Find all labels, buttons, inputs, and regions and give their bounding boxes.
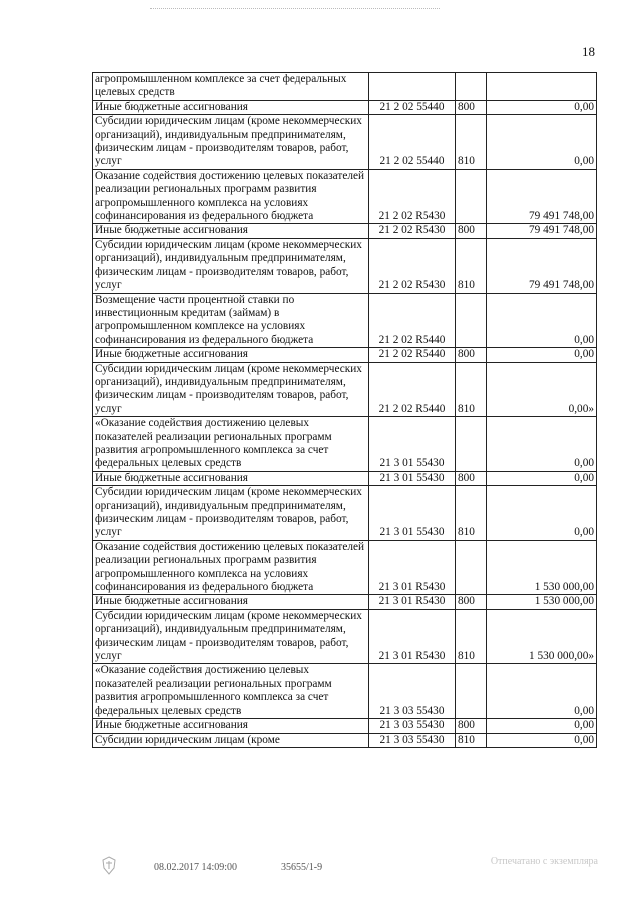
table-row <box>93 73 597 101</box>
table-row <box>93 595 597 609</box>
table-row <box>93 169 597 224</box>
table-row <box>93 609 597 664</box>
cell-code: 21 2 02 R5430 <box>369 238 456 293</box>
footer-doc-number: 35655/1-9 <box>281 862 323 873</box>
cell-sum: 1 530 000,00 <box>487 540 597 595</box>
cell-code: 21 3 01 55430 <box>369 486 456 541</box>
cell-code: 21 2 02 R5430 <box>369 224 456 238</box>
cell-code: 21 3 03 55430 <box>369 719 456 733</box>
cell-sum: 0,00 <box>487 115 597 170</box>
footer-datetime: 08.02.2017 14:09:00 <box>154 862 238 873</box>
cell-name: агропромышленном комплексе за счет федеральных целевых средств <box>93 73 369 101</box>
cell-code: 21 2 02 55440 <box>369 115 456 170</box>
cell-vr: 800 <box>456 719 487 733</box>
cell-name: Иные бюджетные ассигнования <box>93 471 369 485</box>
cell-code: 21 3 01 55430 <box>369 417 456 472</box>
cell-vr: 800 <box>456 224 487 238</box>
cell-code: 21 3 03 55430 <box>369 664 456 719</box>
table-row <box>93 115 597 170</box>
watermark-stamp: Отпечатано с экземпляра <box>490 856 598 867</box>
cell-sum: 0,00 <box>487 417 597 472</box>
cell-sum: 0,00 <box>487 719 597 733</box>
cell-sum: 0,00 <box>487 471 597 485</box>
cell-name: Субсидии юридическим лицам (кроме некоммерческих организаций), индивидуальным предпринимателям, физическим лицам - производителям товаров, работ, услуг <box>93 486 369 541</box>
cell-code: 21 2 02 55440 <box>369 100 456 114</box>
cell-sum: 0,00 <box>487 348 597 362</box>
cell-name: Оказание содействия достижению целевых показателей реализации региональных программ развития агропромышленного комплекса на условиях софинансирования из федерального бюджета <box>93 169 369 224</box>
cell-sum: 0,00 <box>487 733 597 747</box>
cell-vr: 800 <box>456 595 487 609</box>
cell-name: Иные бюджетные ассигнования <box>93 595 369 609</box>
cell-name: Субсидии юридическим лицам (кроме <box>93 733 369 747</box>
cell-vr <box>456 169 487 224</box>
cell-sum: 1 530 000,00» <box>487 609 597 664</box>
cell-vr <box>456 73 487 101</box>
cell-sum: 0,00 <box>487 664 597 719</box>
cell-vr: 810 <box>456 238 487 293</box>
cell-name: Оказание содействия достижению целевых показателей реализации региональных программ развития агропромышленного комплекса на условиях софинансирования из федерального бюджета <box>93 540 369 595</box>
cell-sum <box>487 73 597 101</box>
table-row <box>93 362 597 417</box>
cell-code: 21 2 02 R5440 <box>369 293 456 348</box>
cell-name: Иные бюджетные ассигнования <box>93 719 369 733</box>
cell-code: 21 2 02 R5440 <box>369 348 456 362</box>
table-row <box>93 100 597 114</box>
page-number: 18 <box>582 44 595 59</box>
table-row <box>93 540 597 595</box>
cell-vr: 800 <box>456 100 487 114</box>
table-row <box>93 417 597 472</box>
cell-name: Субсидии юридическим лицам (кроме некоммерческих организаций), индивидуальным предпринимателям, физическим лицам - производителям товаров, работ, услуг <box>93 609 369 664</box>
cell-name: Иные бюджетные ассигнования <box>93 224 369 238</box>
cell-vr <box>456 293 487 348</box>
table-row <box>93 238 597 293</box>
cell-code: 21 2 02 R5430 <box>369 169 456 224</box>
table-row <box>93 486 597 541</box>
cell-sum: 79 491 748,00 <box>487 238 597 293</box>
cell-sum: 0,00 <box>487 100 597 114</box>
cell-code: 21 2 02 R5440 <box>369 362 456 417</box>
table-row <box>93 664 597 719</box>
cell-vr: 810 <box>456 362 487 417</box>
cell-code: 21 3 01 R5430 <box>369 609 456 664</box>
cell-code: 21 3 01 R5430 <box>369 540 456 595</box>
cell-name: Субсидии юридическим лицам (кроме некоммерческих организаций), индивидуальным предпринимателям, физическим лицам - производителям товаров, работ, услуг <box>93 238 369 293</box>
cell-sum: 0,00» <box>487 362 597 417</box>
table-row <box>93 224 597 238</box>
table-row <box>93 719 597 733</box>
table-row <box>93 293 597 348</box>
cell-name: «Оказание содействия достижению целевых показателей реализации региональных программ развития агропромышленного комплекса за счет федеральных целевых средств <box>93 664 369 719</box>
cell-vr <box>456 540 487 595</box>
cell-vr: 800 <box>456 471 487 485</box>
cell-sum: 0,00 <box>487 293 597 348</box>
cell-code: 21 3 03 55430 <box>369 733 456 747</box>
cell-name: «Оказание содействия достижению целевых показателей реализации региональных программ развития агропромышленного комплекса за счет федеральных целевых средств <box>93 417 369 472</box>
cell-name: Возмещение части процентной ставки по инвестиционным кредитам (займам) в агропромышленном комплексе на условиях софинансирования из федерального бюджета <box>93 293 369 348</box>
cell-vr <box>456 417 487 472</box>
cell-name: Иные бюджетные ассигнования <box>93 100 369 114</box>
coat-of-arms-icon <box>101 856 117 876</box>
cell-code <box>369 73 456 101</box>
scan-artifact <box>150 8 440 10</box>
cell-vr: 800 <box>456 348 487 362</box>
cell-sum: 1 530 000,00 <box>487 595 597 609</box>
cell-sum: 79 491 748,00 <box>487 169 597 224</box>
table-row <box>93 733 597 747</box>
cell-name: Иные бюджетные ассигнования <box>93 348 369 362</box>
cell-sum: 79 491 748,00 <box>487 224 597 238</box>
cell-code: 21 3 01 55430 <box>369 471 456 485</box>
cell-vr: 810 <box>456 115 487 170</box>
cell-name: Субсидии юридическим лицам (кроме некоммерческих организаций), индивидуальным предпринимателям, физическим лицам - производителям товаров, работ, услуг <box>93 362 369 417</box>
cell-code: 21 3 01 R5430 <box>369 595 456 609</box>
cell-vr <box>456 664 487 719</box>
cell-sum: 0,00 <box>487 486 597 541</box>
table-row <box>93 348 597 362</box>
cell-vr: 810 <box>456 733 487 747</box>
table-row <box>93 471 597 485</box>
cell-name: Субсидии юридическим лицам (кроме некоммерческих организаций), индивидуальным предпринимателям, физическим лицам - производителям товаров, работ, услуг <box>93 115 369 170</box>
cell-vr: 810 <box>456 609 487 664</box>
budget-table <box>92 72 597 748</box>
cell-vr: 810 <box>456 486 487 541</box>
